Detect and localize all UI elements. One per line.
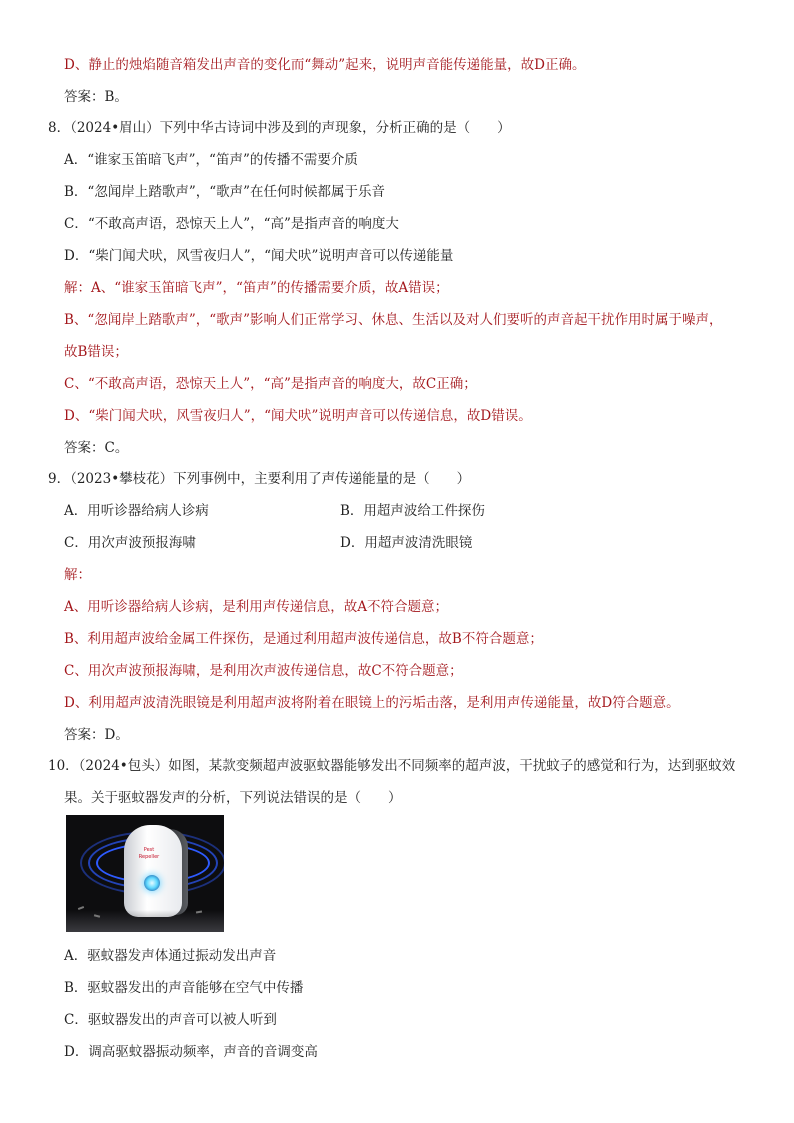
question-8-option-a: A．“谁家玉笛暗飞声”，“笛声”的传播不需要介质 [64,152,358,168]
question-9-option-c: C．用次声波预报海啸 [64,535,196,551]
question-9-stem: 9．（2023•攀枝花）下列事例中，主要利用了声传递能量的是（ ） [48,471,471,487]
mosquito-repeller-photo [66,815,224,932]
answer-line: 答案：B。 [64,89,128,105]
solution-line: D、静止的烛焰随音箱发出声音的变化而“舞动”起来，说明声音能传递能量，故D正确。 [64,57,586,73]
repeller-device [124,825,182,917]
question-10-stem: 10．（2024•包头）如图，某款变频超声波驱蚊器能够发出不同频率的超声波，干扰蚊子的感觉和行为，达到驱蚊效 [48,758,736,774]
question-9-solution-c: C、用次声波预报海啸，是利用次声波传递信息，故C不符合题意； [64,663,463,679]
question-10-option-a: A．驱蚊器发声体通过振动发出声音 [64,948,277,964]
question-9-option-a: A．用听诊器给病人诊病 [64,503,209,519]
question-8-option-b: B．“忽闻岸上踏歌声”，“歌声”在任何时候都属于乐音 [64,184,386,200]
question-8-solution-a: 解：A、“谁家玉笛暗飞声”，“笛声”的传播需要介质，故A错误； [64,280,449,296]
question-8-answer: 答案：C。 [64,440,129,456]
question-9-answer: 答案：D。 [64,727,129,743]
question-9-option-b: B．用超声波给工件探伤 [340,503,485,519]
question-8-solution-b-cont: 故B错误； [64,344,128,360]
question-9-solution-label: 解： [64,567,91,583]
question-8-solution-d: D、“柴门闻犬吠，风雪夜归人”，“闻犬吠”说明声音可以传递信息，故D错误。 [64,408,532,424]
question-8-stem: 8．（2024•眉山）下列中华古诗词中涉及到的声现象，分析正确的是（ ） [48,120,511,136]
question-8-option-c: C．“不敢高声语，恐惊天上人”，“高”是指声音的响度大 [64,216,399,232]
floor-reflection [66,910,224,932]
question-8-solution-b: B、“忽闻岸上踏歌声”，“歌声”影响人们正常学习、休息、生活以及对人们要听的声音起干扰作用时属于噪声， [64,312,723,328]
question-9-solution-d: D、利用超声波清洗眼镜是利用超声波将附着在眼镜上的污垢击落，是利用声传递能量，故D符合题意。 [64,695,680,711]
question-10-option-b: B．驱蚊器发出的声音能够在空气中传播 [64,980,304,996]
question-9-solution-a: A、用听诊器给病人诊病，是利用声传递信息，故A不符合题意； [64,599,448,615]
brand-logo: Pest Repeller [138,847,160,860]
question-10-stem-cont: 果。关于驱蚊器发声的分析，下列说法错误的是（ ） [64,790,402,806]
question-8-option-d: D．“柴门闻犬吠，风雪夜归人”，“闻犬吠”说明声音可以传递能量 [64,248,454,264]
question-9-option-d: D．用超声波清洗眼镜 [340,535,473,551]
question-10-option-d: D．调高驱蚊器振动频率，声音的音调变高 [64,1044,318,1060]
blue-light-icon [144,875,160,891]
question-8-solution-c: C、“不敢高声语，恐惊天上人”，“高”是指声音的响度大，故C正确； [64,376,477,392]
question-9-solution-b: B、利用超声波给金属工件探伤，是通过利用超声波传递信息，故B不符合题意； [64,631,543,647]
question-10-option-c: C．驱蚊器发出的声音可以被人听到 [64,1012,277,1028]
